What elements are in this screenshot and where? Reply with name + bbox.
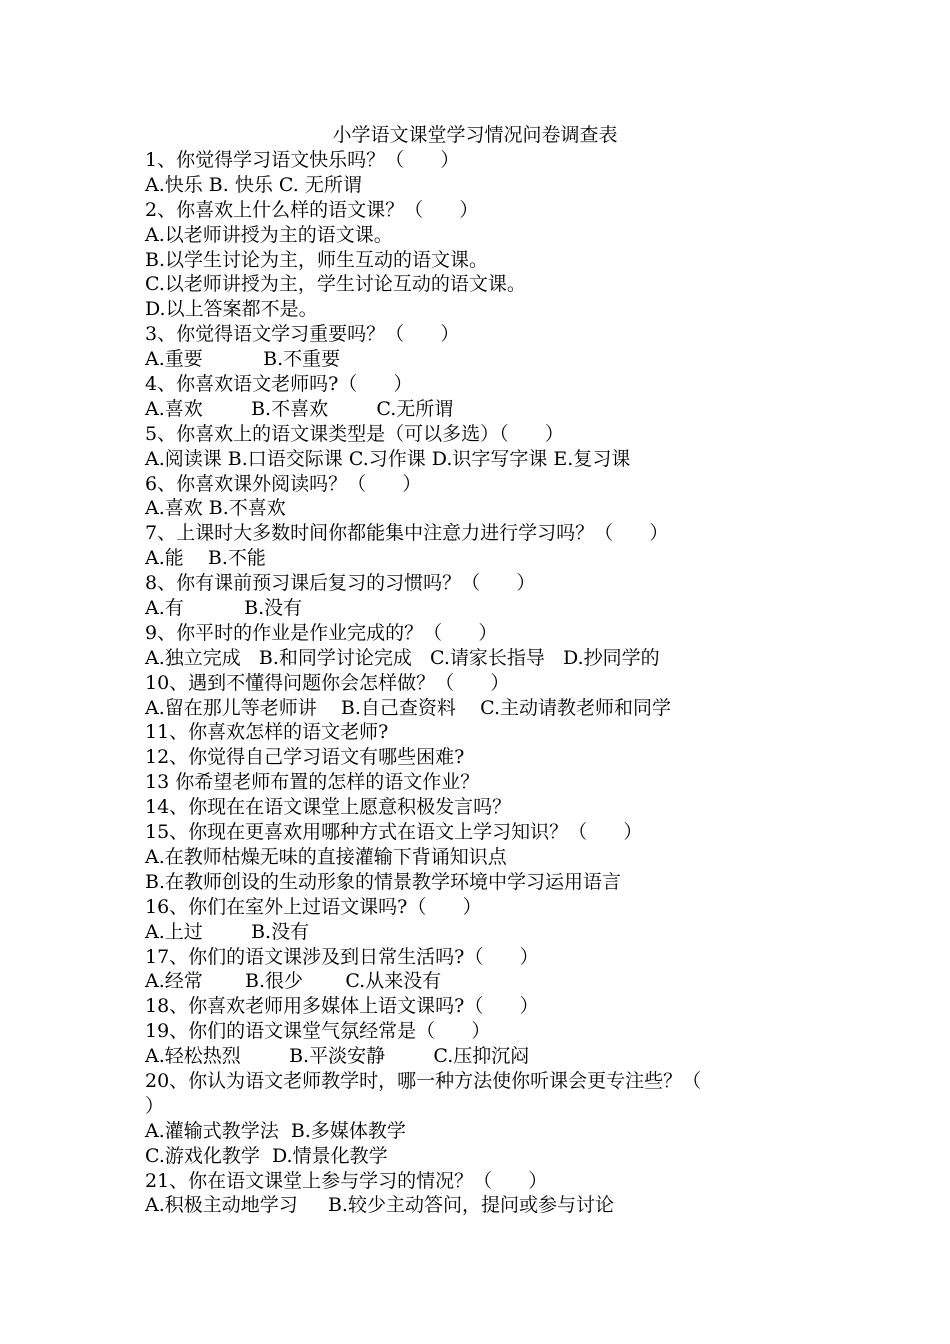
text-line: C.以老师讲授为主，学生讨论互动的语文课。 xyxy=(145,273,526,296)
text-line: A.以老师讲授为主的语文课。 xyxy=(145,223,393,246)
text-line: 14、你现在在语文课堂上愿意积极发言吗？ xyxy=(145,796,512,819)
text-line: 18、你喜欢老师用多媒体上语文课吗?（ ） xyxy=(145,995,539,1018)
text-line: D.以上答案都不是。 xyxy=(145,298,318,321)
text-line: A.留在那儿等老师讲 B.自己查资料 C.主动请教老师和同学 xyxy=(145,696,671,719)
text-line: 1、你觉得学习语文快乐吗？（ ） xyxy=(145,149,460,171)
text-line: A.轻松热烈 B.平淡安静 C.压抑沉闷 xyxy=(145,1045,530,1068)
text-line: 20、你认为语文老师教学时，哪一种方法使你听课会更专注些？（ xyxy=(145,1069,702,1092)
text-line: 3、你觉得语文学习重要吗？（ ） xyxy=(145,323,460,346)
text-line: 11、你喜欢怎样的语文老师? xyxy=(145,721,389,744)
text-line: 7、上课时大多数时间你都能集中注意力进行学习吗？（ ） xyxy=(145,522,669,545)
text-line: A.灌输式教学法 B.多媒体教学 xyxy=(145,1119,406,1142)
text-line: 6、你喜欢课外阅读吗？（ ） xyxy=(145,472,422,495)
text-line: 4、你喜欢语文老师吗?（ ） xyxy=(145,373,413,396)
text-line: A.上过 B.没有 xyxy=(145,920,310,943)
text-line: 2、你喜欢上什么样的语文课？（ ） xyxy=(145,198,479,221)
text-line: 21、你在语文课堂上参与学习的情况？（ ） xyxy=(145,1169,548,1192)
text-line: C.游戏化教学 D.情景化教学 xyxy=(145,1144,388,1167)
text-line: A.喜欢 B.不喜欢 C.无所谓 xyxy=(145,397,454,420)
text-line: A.喜欢 B.不喜欢 xyxy=(145,497,286,520)
text-line: A.快乐 B. 快乐 C. 无所谓 xyxy=(145,173,362,196)
page-title: 小学语文课堂学习情况问卷调查表 xyxy=(332,124,618,146)
text-line: 19、你们的语文课堂气氛经常是（ ） xyxy=(145,1020,491,1043)
text-line: 9、你平时的作业是作业完成的？（ ） xyxy=(145,621,498,644)
text-line: 13 你希望老师布置的怎样的语文作业？ xyxy=(145,771,480,794)
text-line: 17、你们的语文课涉及到日常生活吗?（ ） xyxy=(145,945,539,968)
text-line: A.阅读课 B.口语交际课 C.习作课 D.识字写字课 E.复习课 xyxy=(145,447,631,470)
text-line: 15、你现在更喜欢用哪种方式在语文上学习知识？（ ） xyxy=(145,821,643,844)
text-line: 10、遇到不懂得问题你会怎样做？（ ） xyxy=(145,671,510,694)
text-line: A.重要 B.不重要 xyxy=(145,348,341,371)
text-line: A.在教师枯燥无味的直接灌输下背诵知识点 xyxy=(145,845,507,868)
text-line: B.以学生讨论为主，师生互动的语文课。 xyxy=(145,248,489,271)
text-line: 12、你觉得自己学习语文有哪些困难? xyxy=(145,746,465,769)
text-line: A.积极主动地学习 B.较少主动答问，提问或参与讨论 xyxy=(145,1194,614,1217)
text-line: A.能 B.不能 xyxy=(145,547,266,570)
text-line: B.在教师创设的生动形象的情景教学环境中学习运用语言 xyxy=(145,870,622,893)
text-line: A.有 B.没有 xyxy=(145,597,303,620)
text-line: 16、你们在室外上过语文课吗?（ ） xyxy=(145,895,482,918)
text-line: 5、你喜欢上的语文课类型是（可以多选）（ ） xyxy=(145,422,564,445)
text-line: ） xyxy=(145,1094,165,1117)
text-line: A.独立完成 B.和同学讨论完成 C.请家长指导 D.抄同学的 xyxy=(145,646,660,669)
questionnaire-body xyxy=(145,148,825,1218)
text-line: 8、你有课前预习课后复习的习惯吗？（ ） xyxy=(145,572,536,595)
text-line: A.经常 B.很少 C.从来没有 xyxy=(145,970,442,993)
